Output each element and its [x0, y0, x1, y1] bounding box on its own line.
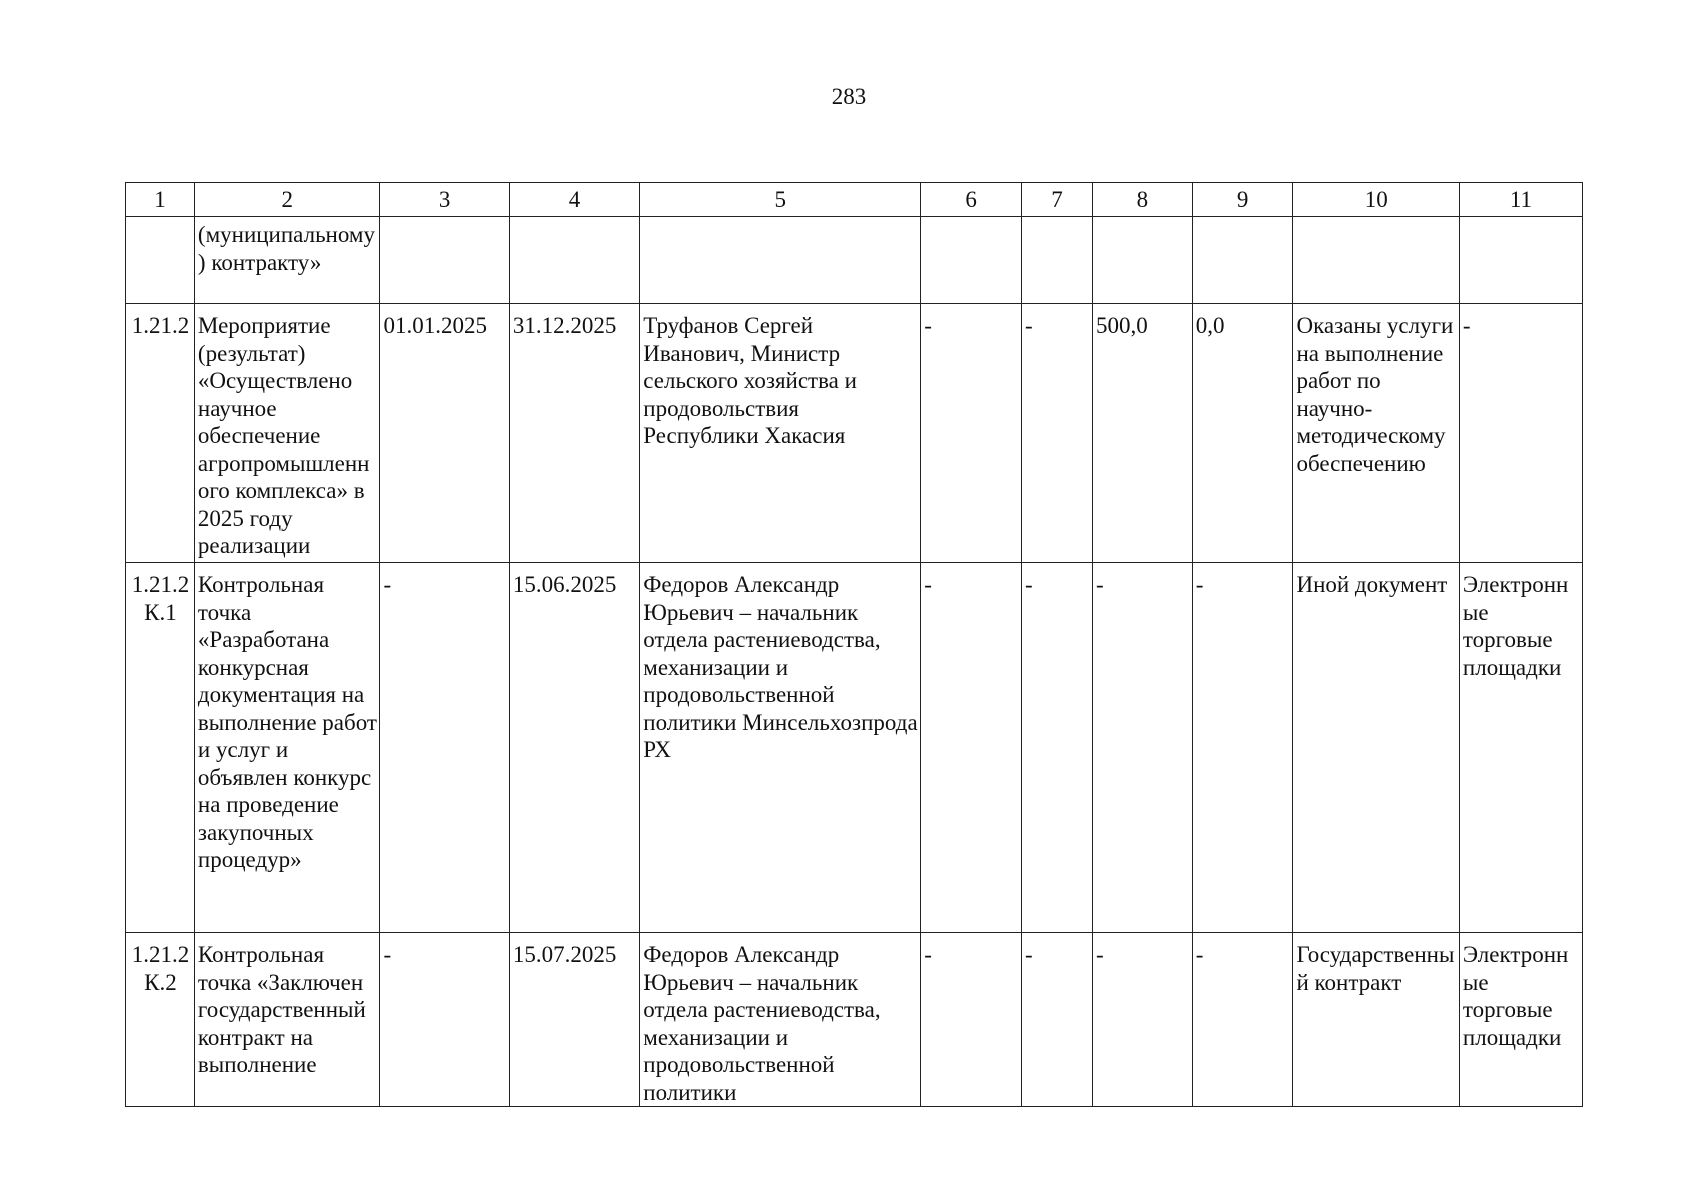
result-document: Государственный контракт — [1293, 933, 1459, 1107]
row-number: 1.21.2 К.1 — [126, 563, 195, 933]
info-system: Электронные торговые площадки — [1459, 933, 1582, 1107]
column-header: 3 — [380, 183, 509, 217]
cell-col9: 0,0 — [1192, 304, 1293, 563]
table-row — [126, 563, 1583, 933]
cell-col8: - — [1093, 563, 1193, 933]
responsible-person: Труфанов Сергей Иванович, Министр сельского хозяйства и продовольствия Республики Хакасия — [640, 304, 921, 563]
info-system — [1459, 217, 1582, 304]
responsible-person: Федоров Александр Юрьевич – начальник отдела растениеводства, механизации и продовольственной политики Минсельхозпрода РХ — [640, 563, 921, 933]
activity-name: Контрольная точка «Разработана конкурсная документация на выполнение работ и услуг и объявлен конкурс на проведение закупочных процедур» — [194, 563, 380, 933]
cell-col6: - — [921, 304, 1022, 563]
table-row — [126, 933, 1583, 1107]
info-system: - — [1459, 304, 1582, 563]
activity-name: Мероприятие (результат) «Осуществлено научное обеспечение агропромышленного комплекса» в 2025 году реализации — [194, 304, 380, 563]
start-date: 01.01.2025 — [380, 304, 509, 563]
cell-col7: - — [1022, 933, 1093, 1107]
end-date: 15.06.2025 — [509, 563, 639, 933]
responsible-person — [640, 217, 921, 304]
cell-col9: - — [1192, 933, 1293, 1107]
result-document — [1293, 217, 1459, 304]
plan-table — [125, 182, 1583, 1107]
cell-col6: - — [921, 563, 1022, 933]
column-header: 1 — [126, 183, 195, 217]
activity-name: (муниципальному) контракту» — [194, 217, 380, 304]
end-date: 15.07.2025 — [509, 933, 639, 1107]
page-number: 283 — [831, 84, 867, 109]
row-number — [126, 217, 195, 304]
cell-col6 — [921, 217, 1022, 304]
column-header: 5 — [640, 183, 921, 217]
column-header: 10 — [1293, 183, 1459, 217]
cell-col9 — [1192, 217, 1293, 304]
header-row — [126, 183, 1583, 217]
info-system: Электронные торговые площадки — [1459, 563, 1582, 933]
cell-col8 — [1093, 217, 1193, 304]
start-date: - — [380, 563, 509, 933]
column-header: 7 — [1022, 183, 1093, 217]
row-number: 1.21.2 — [126, 304, 195, 563]
cell-col6: - — [921, 933, 1022, 1107]
cell-col8: - — [1093, 933, 1193, 1107]
result-document: Иной документ — [1293, 563, 1459, 933]
column-header: 4 — [509, 183, 639, 217]
start-date — [380, 217, 509, 304]
cell-col9: - — [1192, 563, 1293, 933]
column-header: 9 — [1192, 183, 1293, 217]
row-number: 1.21.2 К.2 — [126, 933, 195, 1107]
cell-col7: - — [1022, 563, 1093, 933]
cell-col8: 500,0 — [1093, 304, 1193, 563]
cell-col7 — [1022, 217, 1093, 304]
table-row — [126, 304, 1583, 563]
end-date — [509, 217, 639, 304]
end-date: 31.12.2025 — [509, 304, 639, 563]
column-header: 6 — [921, 183, 1022, 217]
table-row — [126, 217, 1583, 304]
start-date: - — [380, 933, 509, 1107]
activity-name: Контрольная точка «Заключен государственный контракт на выполнение — [194, 933, 380, 1107]
result-document: Оказаны услуги на выполнение работ по научно-методическому обеспечению — [1293, 304, 1459, 563]
responsible-person: Федоров Александр Юрьевич – начальник отдела растениеводства, механизации и продовольственной политики — [640, 933, 921, 1107]
column-header: 8 — [1093, 183, 1193, 217]
column-header: 11 — [1459, 183, 1582, 217]
cell-col7: - — [1022, 304, 1093, 563]
column-header: 2 — [194, 183, 380, 217]
